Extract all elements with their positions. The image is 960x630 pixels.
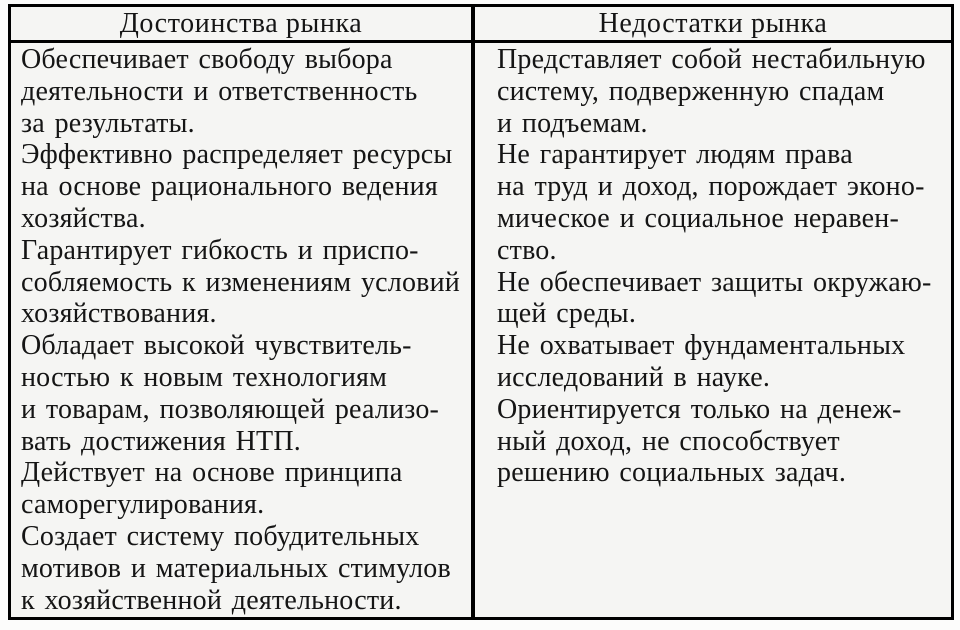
paragraph-line: Представляет собой нестабильную — [497, 44, 926, 75]
paragraph-line: решению социальных задач. — [497, 457, 847, 489]
paragraph-line: Действует на основе принципа — [21, 457, 403, 489]
table-paragraph — [21, 330, 469, 457]
market-comparison-table — [8, 4, 954, 620]
table-paragraph — [497, 44, 949, 139]
paragraph-line: саморегулирования. — [21, 489, 265, 521]
table-paragraph — [21, 139, 469, 234]
paragraph-line: щей среды. — [497, 298, 637, 330]
column-header-disadvantages: Недостатки рынка — [598, 7, 828, 39]
paragraph-line: хозяйствования. — [21, 298, 217, 330]
paragraph-line: систему, подверженную спадам — [497, 75, 885, 107]
advantages-cell — [11, 43, 471, 617]
paragraph-line: Гарантирует гибкость и приспо- — [21, 234, 419, 266]
table-paragraph — [497, 330, 949, 394]
table-paragraph — [21, 44, 469, 139]
table-paragraph — [497, 139, 949, 266]
paragraph-line: мическое и социальное неравен- — [497, 202, 899, 234]
paragraph-line: на труд и доход, порождает эконо- — [497, 171, 925, 203]
paragraph-line: Не охватывает фундаментальных — [497, 330, 906, 362]
column-header-advantages: Достоинства рынка — [119, 7, 363, 39]
paragraph-line: ство. — [497, 234, 557, 266]
paragraph-line: на основе рационального ведения — [21, 171, 438, 203]
paragraph-line: деятельности и ответственность — [21, 75, 418, 107]
paragraph-line: Не обеспечивает защиты окружаю- — [497, 266, 932, 298]
paragraph-line: Обладает высокой чувствитель- — [21, 330, 412, 362]
table-paragraph — [21, 521, 469, 616]
paragraph-line: к хозяйственной деятельности. — [21, 584, 402, 616]
paragraph-line: Обеспечивает свободу выбора — [21, 44, 393, 75]
table-paragraph — [497, 394, 949, 489]
disadvantages-cell — [475, 43, 951, 617]
table-paragraph — [497, 267, 949, 331]
paragraph-line: Создает систему побудительных — [21, 520, 420, 552]
paragraph-line: ностью к новым технологиям — [21, 361, 388, 393]
table-paragraph — [21, 457, 469, 521]
paragraph-line: собляемость к изменениям условий — [21, 266, 460, 298]
paragraph-line: и подъемам. — [497, 107, 648, 139]
paragraph-line: за результаты. — [21, 107, 195, 139]
paragraph-line: и товарам, позволяющей реализо- — [21, 393, 440, 425]
paragraph-line: вать достижения НТП. — [21, 425, 301, 457]
table-paragraph — [21, 235, 469, 330]
paragraph-line: Не гарантирует людям права — [497, 139, 853, 171]
paragraph-line: хозяйства. — [21, 202, 146, 234]
paragraph-line: исследований в науке. — [497, 361, 771, 393]
paragraph-line: ный доход, не способствует — [497, 425, 840, 457]
paragraph-line: мотивов и материальных стимулов — [21, 552, 451, 584]
paragraph-line: Ориентируется только на денеж- — [497, 393, 902, 425]
paragraph-line: Эффективно распределяет ресурсы — [21, 139, 453, 171]
